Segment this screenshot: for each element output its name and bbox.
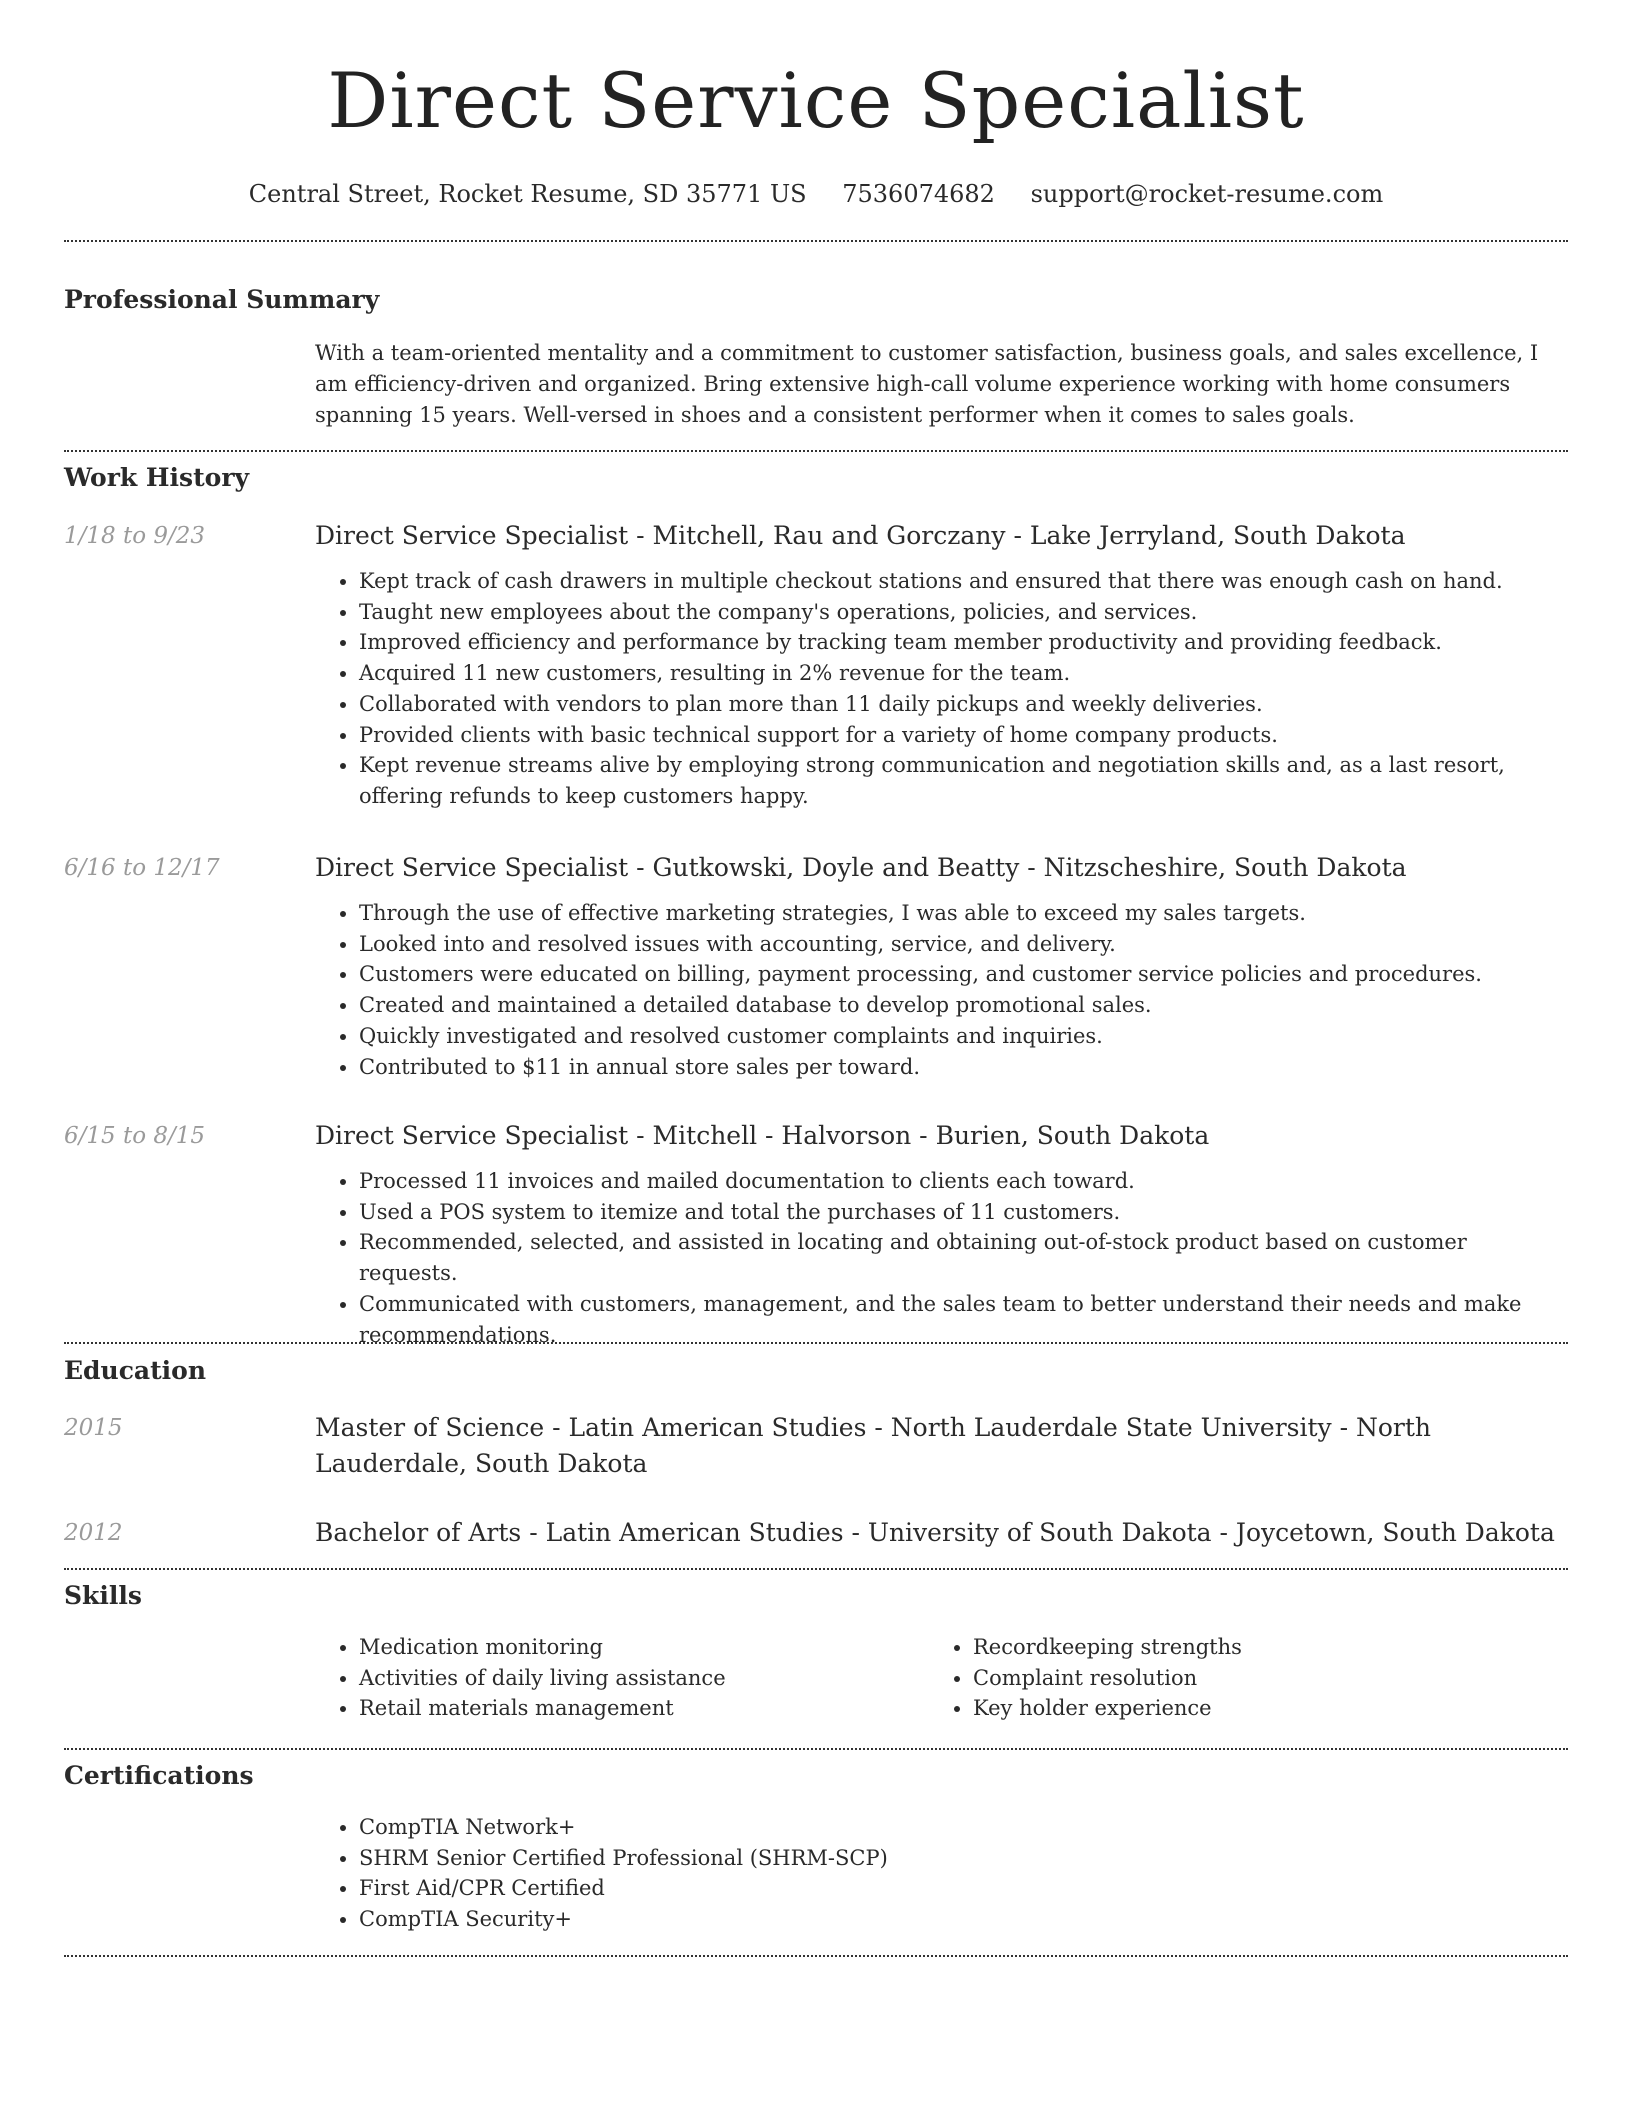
list-item: • CompTIA Network+ [359, 1812, 1568, 1843]
job-dates: 6/15 to 8/15 [64, 1123, 206, 1149]
section-title-summary: Professional Summary [64, 285, 380, 314]
list-item: • Taught new employees about the company's operations, policies, and services. [359, 597, 1568, 628]
education-entry [64, 1515, 1568, 1551]
work-section [64, 462, 1568, 494]
contact-phone: 7536074682 [842, 180, 995, 208]
summary-section [64, 284, 1568, 431]
section-title-skills: Skills [64, 1581, 142, 1610]
skills-columns [315, 1632, 1568, 1724]
job-entry [64, 518, 1568, 812]
list-item: • Acquired 11 new customers, resulting in 2% revenue for the team. [359, 658, 1568, 689]
job-entry [64, 850, 1568, 1082]
candidate-name: Direct Service Specialist [327, 56, 1305, 145]
certifications-list [315, 1812, 1568, 1935]
list-item: • Processed 11 invoices and mailed documentation to clients each toward. [359, 1166, 1568, 1197]
list-item: • Collaborated with vendors to plan more than 11 daily pickups and weekly deliveries. [359, 689, 1568, 720]
education-section [64, 1355, 1568, 1387]
job-dates: 1/18 to 9/23 [64, 523, 206, 549]
list-item: • Kept track of cash drawers in multiple checkout stations and ensured that there was enough cash on hand. [359, 566, 1568, 597]
education-heading: Bachelor of Arts - Latin American Studies - University of South Dakota - Joycetown, South Dakota [315, 1518, 1555, 1547]
section-title-education: Education [64, 1356, 207, 1385]
list-item: • Looked into and resolved issues with accounting, service, and delivery. [359, 929, 1568, 960]
list-item: • Improved efficiency and performance by tracking team member productivity and providing feedback. [359, 627, 1568, 658]
job-bullets [315, 566, 1568, 812]
list-item: • Communicated with customers, management, and the sales team to better understand their needs and make recommendations. [359, 1289, 1568, 1350]
list-item: • Kept revenue streams alive by employing strong communication and negotiation skills and, as a last resort, offering refunds to keep customers happy. [359, 750, 1568, 811]
list-item: • Key holder experience [973, 1693, 1543, 1724]
list-item: • Provided clients with basic technical support for a variety of home company products. [359, 720, 1568, 751]
skills-right-column [929, 1632, 1543, 1724]
job-dates: 6/16 to 12/17 [64, 855, 220, 881]
education-year: 2015 [64, 1415, 123, 1441]
contact-email: support@rocket-resume.com [1030, 180, 1384, 208]
list-item: • Retail materials management [359, 1693, 929, 1724]
resume-page [64, 0, 1568, 1932]
list-item: • Customers were educated on billing, payment processing, and customer service policies and procedures. [359, 959, 1568, 990]
skills-section [64, 1580, 1568, 1724]
list-item: • CompTIA Security+ [359, 1904, 1568, 1935]
list-item: • Complaint resolution [973, 1663, 1543, 1694]
job-entry [64, 1118, 1568, 1350]
job-heading: Direct Service Specialist - Mitchell - Halvorson - Burien, South Dakota [315, 1121, 1210, 1150]
list-item: • Used a POS system to itemize and total the purchases of 11 customers. [359, 1197, 1568, 1228]
list-item: • Contributed to $11 in annual store sales per toward. [359, 1052, 1568, 1083]
contact-line [64, 178, 1568, 210]
job-heading: Direct Service Specialist - Gutkowski, Doyle and Beatty - Nitzscheshire, South Dakota [315, 853, 1407, 882]
divider [64, 1568, 1568, 1570]
divider [64, 1748, 1568, 1750]
contact-address: Central Street, Rocket Resume, SD 35771 US [248, 180, 807, 208]
education-entry [64, 1410, 1568, 1482]
list-item: • SHRM Senior Certified Professional (SHRM-SCP) [359, 1843, 1568, 1874]
list-item: • Medication monitoring [359, 1632, 929, 1663]
certifications-section [64, 1760, 1568, 1935]
divider [64, 1955, 1568, 1957]
list-item: • Quickly investigated and resolved customer complaints and inquiries. [359, 1021, 1568, 1052]
skills-left-column [315, 1632, 929, 1724]
section-title-work: Work History [64, 463, 250, 492]
job-bullets [315, 1166, 1568, 1350]
summary-text: With a team-oriented mentality and a commitment to customer satisfaction, business goals, and sales excellence, I am efficiency-driven and organized. Bring extensive high-call volume experience working with home consumers spanning 15 years. Well-versed in shoes and a consistent performer when it comes to sales goals. [315, 341, 1539, 427]
list-item: • First Aid/CPR Certified [359, 1873, 1568, 1904]
education-year: 2012 [64, 1520, 123, 1546]
list-item: • Recordkeeping strengths [973, 1632, 1543, 1663]
list-item: • Activities of daily living assistance [359, 1663, 929, 1694]
education-heading: Master of Science - Latin American Studies - North Lauderdale State University - North Lauderdale, South Dakota [315, 1413, 1432, 1478]
divider [64, 240, 1568, 242]
job-heading: Direct Service Specialist - Mitchell, Rau and Gorczany - Lake Jerryland, South Dakota [315, 521, 1406, 550]
divider [64, 1342, 1568, 1344]
section-title-certifications: Certifications [64, 1761, 254, 1790]
list-item: • Recommended, selected, and assisted in locating and obtaining out-of-stock product based on customer requests. [359, 1227, 1568, 1288]
list-item: • Through the use of effective marketing strategies, I was able to exceed my sales targets. [359, 898, 1568, 929]
divider [64, 450, 1568, 452]
job-bullets [315, 898, 1568, 1082]
list-item: • Created and maintained a detailed database to develop promotional sales. [359, 990, 1568, 1021]
